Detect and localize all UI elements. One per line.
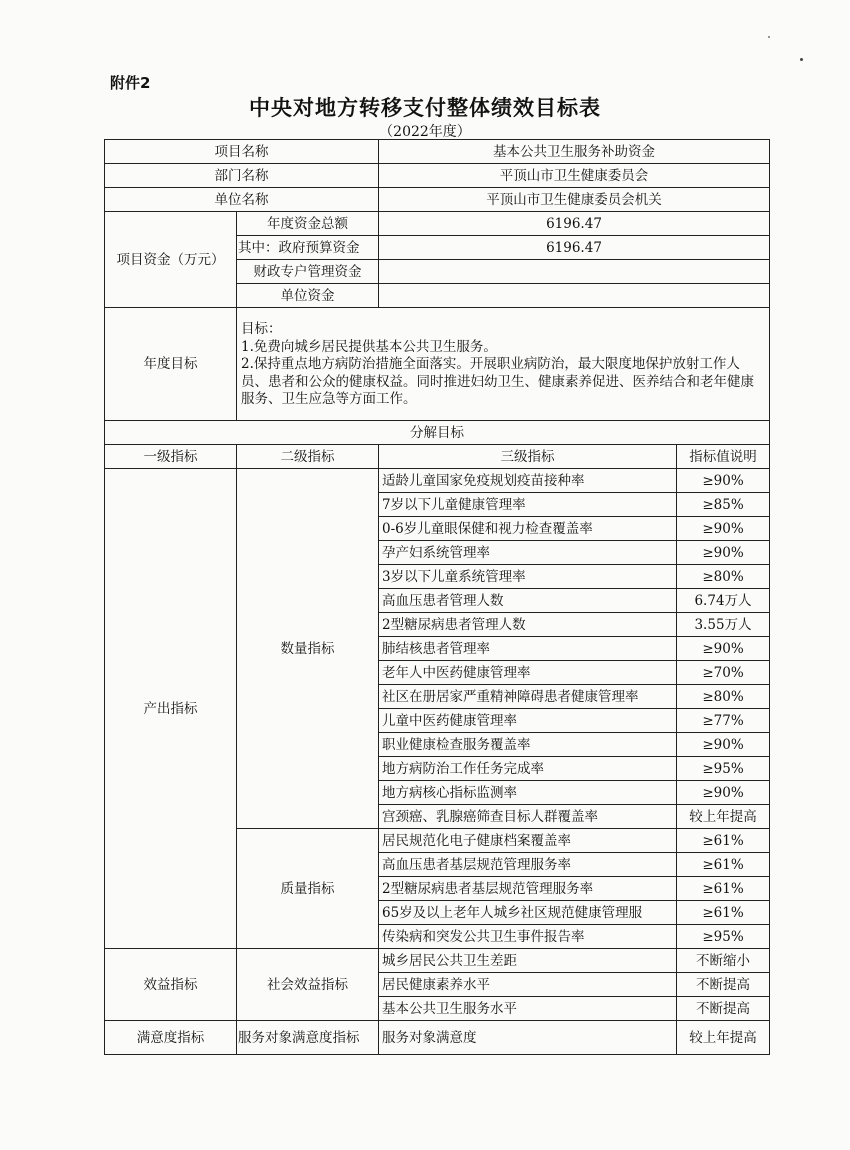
indicator-name: 居民规范化电子健康档案覆盖率 bbox=[379, 829, 677, 853]
header-value: 指标值说明 bbox=[677, 445, 770, 469]
scan-speck bbox=[800, 58, 803, 61]
indicator-value: ≥85% bbox=[677, 493, 770, 517]
goal-line: 目标： bbox=[241, 321, 282, 338]
performance-table bbox=[104, 139, 770, 1055]
indicator-value: ≥80% bbox=[677, 685, 770, 709]
indicator-value: 较上年提高 bbox=[677, 1021, 770, 1055]
indicator-value: ≥90% bbox=[677, 517, 770, 541]
funds-budget-label: 其中：政府预算资金 bbox=[237, 236, 379, 260]
indicator-name: 3岁以下儿童系统管理率 bbox=[379, 565, 677, 589]
document-year: （2022年度） bbox=[379, 124, 471, 140]
row-dept bbox=[105, 164, 770, 188]
project-name-value: 基本公共卫生服务补助资金 bbox=[379, 140, 770, 164]
indicator-value: ≥77% bbox=[677, 709, 770, 733]
group-benefit: 效益指标 bbox=[105, 949, 237, 1021]
project-name-label: 项目名称 bbox=[105, 140, 379, 164]
indicator-name: 社区在册居家严重精神障碍患者健康管理率 bbox=[379, 685, 677, 709]
indicator-value: ≥90% bbox=[677, 541, 770, 565]
indicator-name: 老年人中医药健康管理率 bbox=[379, 661, 677, 685]
table-row bbox=[105, 949, 770, 973]
indicator-value: ≥95% bbox=[677, 925, 770, 949]
indicator-name: 0-6岁儿童眼保健和视力检查覆盖率 bbox=[379, 517, 677, 541]
scan-speck bbox=[768, 36, 770, 38]
indicator-name: 地方病防治工作任务完成率 bbox=[379, 757, 677, 781]
group-social-benefit: 社会效益指标 bbox=[237, 949, 379, 1021]
funds-special-label: 财政专户管理资金 bbox=[237, 260, 379, 284]
funds-special-value bbox=[379, 260, 770, 284]
indicator-value: ≥80% bbox=[677, 565, 770, 589]
goal-line: 1.免费向城乡居民提供基本公共卫生服务。 bbox=[241, 338, 497, 355]
indicator-name: 2型糖尿病患者管理人数 bbox=[379, 613, 677, 637]
indicator-value: 3.55万人 bbox=[677, 613, 770, 637]
indicator-value: 不断提高 bbox=[677, 997, 770, 1021]
indicator-value: 较上年提高 bbox=[677, 805, 770, 829]
indicator-name: 城乡居民公共卫生差距 bbox=[379, 949, 677, 973]
funds-total-value: 6196.47 bbox=[379, 212, 770, 236]
indicator-name: 地方病核心指标监测率 bbox=[379, 781, 677, 805]
indicator-value: ≥90% bbox=[677, 781, 770, 805]
indicator-name: 职业健康检查服务覆盖率 bbox=[379, 733, 677, 757]
header-level3: 三级指标 bbox=[379, 445, 677, 469]
indicator-name: 服务对象满意度 bbox=[379, 1021, 677, 1055]
row-annual-goal bbox=[105, 308, 770, 421]
indicator-name: 肺结核患者管理率 bbox=[379, 637, 677, 661]
indicator-value: ≥90% bbox=[677, 733, 770, 757]
indicator-value: ≥61% bbox=[677, 853, 770, 877]
row-decomp-title bbox=[105, 421, 770, 445]
indicator-value: ≥95% bbox=[677, 757, 770, 781]
row-funds-total bbox=[105, 212, 770, 236]
indicator-name: 2型糖尿病患者基层规范管理服务率 bbox=[379, 877, 677, 901]
header-level1: 一级指标 bbox=[105, 445, 237, 469]
goal-line: 2.保持重点地方病防治措施全面落实。开展职业病防治，最大限度地保护放射工作人员、患者和公众的健康权益。同时推进妇幼卫生、健康素养促进、医养结合和老年健康服务、卫生应急等方面工作。 bbox=[241, 356, 754, 408]
annual-goal-label: 年度目标 bbox=[105, 308, 237, 421]
indicator-value: ≥61% bbox=[677, 901, 770, 925]
indicator-value: ≥90% bbox=[677, 637, 770, 661]
unit-label: 单位名称 bbox=[105, 188, 379, 212]
indicator-name: 传染病和突发公共卫生事件报告率 bbox=[379, 925, 677, 949]
attachment-label: 附件2 bbox=[110, 74, 151, 92]
indicator-value: ≥70% bbox=[677, 661, 770, 685]
table-row bbox=[105, 1021, 770, 1055]
row-project-name bbox=[105, 140, 770, 164]
unit-value: 平顶山市卫生健康委员会机关 bbox=[379, 188, 770, 212]
indicator-name: 高血压患者基层规范管理服务率 bbox=[379, 853, 677, 877]
indicator-value: 不断提高 bbox=[677, 973, 770, 997]
group-service-satisfaction: 服务对象满意度指标 bbox=[237, 1021, 379, 1055]
row-decomp-header bbox=[105, 445, 770, 469]
group-quantity: 数量指标 bbox=[237, 469, 379, 829]
indicator-name: 适龄儿童国家免疫规划疫苗接种率 bbox=[379, 469, 677, 493]
header-level2: 二级指标 bbox=[237, 445, 379, 469]
row-unit bbox=[105, 188, 770, 212]
document-title: 中央对地方转移支付整体绩效目标表 bbox=[249, 95, 601, 120]
indicator-name: 7岁以下儿童健康管理率 bbox=[379, 493, 677, 517]
funds-label: 项目资金（万元） bbox=[105, 212, 237, 308]
annual-goal-text bbox=[237, 308, 770, 421]
dept-label: 部门名称 bbox=[105, 164, 379, 188]
indicator-value: ≥61% bbox=[677, 877, 770, 901]
indicator-name: 宫颈癌、乳腺癌筛查目标人群覆盖率 bbox=[379, 805, 677, 829]
indicator-name: 孕产妇系统管理率 bbox=[379, 541, 677, 565]
indicator-name: 儿童中医药健康管理率 bbox=[379, 709, 677, 733]
indicator-value: 6.74万人 bbox=[677, 589, 770, 613]
indicator-name: 居民健康素养水平 bbox=[379, 973, 677, 997]
indicator-name: 基本公共卫生服务水平 bbox=[379, 997, 677, 1021]
indicator-name: 高血压患者管理人数 bbox=[379, 589, 677, 613]
dept-value: 平顶山市卫生健康委员会 bbox=[379, 164, 770, 188]
funds-unit-value bbox=[379, 284, 770, 308]
table-row bbox=[105, 469, 770, 493]
group-satisfaction: 满意度指标 bbox=[105, 1021, 237, 1055]
group-quality: 质量指标 bbox=[237, 829, 379, 949]
funds-budget-value: 6196.47 bbox=[379, 236, 770, 260]
group-output: 产出指标 bbox=[105, 469, 237, 949]
indicator-value: ≥90% bbox=[677, 469, 770, 493]
indicator-name: 65岁及以上老年人城乡社区规范健康管理服 bbox=[379, 901, 677, 925]
funds-total-label: 年度资金总额 bbox=[237, 212, 379, 236]
indicator-value: 不断缩小 bbox=[677, 949, 770, 973]
decomp-title: 分解目标 bbox=[105, 421, 770, 445]
indicator-value: ≥61% bbox=[677, 829, 770, 853]
funds-unit-label: 单位资金 bbox=[237, 284, 379, 308]
